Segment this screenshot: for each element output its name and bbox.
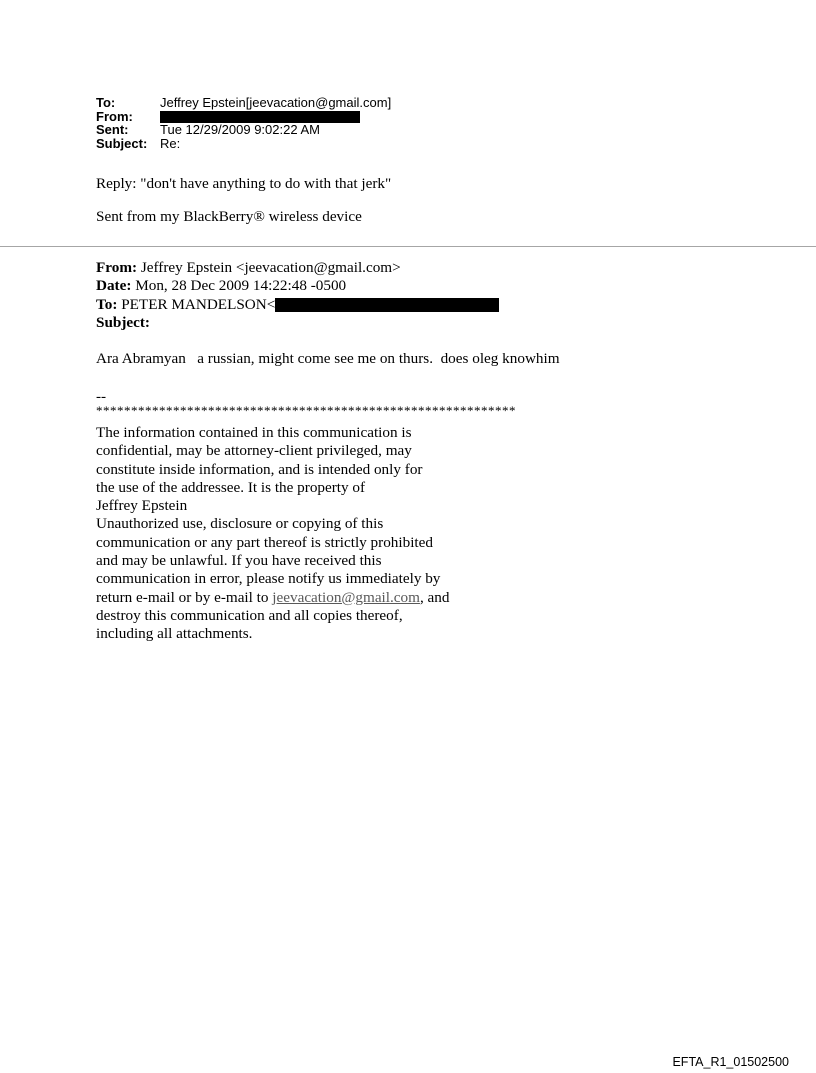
disclaimer-line: and may be unlawful. If you have received this — [96, 552, 382, 570]
from-label: From: — [96, 108, 133, 124]
sent-row — [96, 123, 391, 137]
signature-stars: ************************************************************ — [96, 403, 516, 418]
quoted-body: Ara Abramyan a russian, might come see me on thurs. does oleg knowhim — [96, 350, 560, 367]
disclaimer-line-prefix: return e-mail or by e-mail to — [96, 588, 273, 606]
quoted-date-value: Mon, 28 Dec 2009 14:22:48 -0500 — [131, 277, 347, 295]
reply-body: Reply: "don't have anything to do with that jerk" — [96, 175, 392, 192]
disclaimer-line: constitute inside information, and is intended only for — [96, 460, 423, 478]
quoted-subject-row — [96, 314, 499, 332]
from-row — [96, 110, 391, 124]
reply-signature: Sent from my BlackBerry® wireless device — [96, 208, 362, 225]
signature-dashes: -- — [96, 388, 107, 405]
disclaimer-line: communication in error, please notify us immediately by — [96, 570, 441, 588]
disclaimer-line: The information contained in this communication is — [96, 424, 412, 441]
quoted-subject-label: Subject: — [96, 313, 150, 331]
subject-value: Re: — [160, 135, 181, 151]
document-id: EFTA_R1_01502500 — [672, 1055, 789, 1069]
sent-value: Tue 12/29/2009 9:02:22 AM — [160, 122, 320, 137]
quoted-from-value: Jeffrey Epstein <jeevacation@gmail.com> — [137, 259, 401, 276]
redaction-box — [160, 111, 360, 123]
quoted-from-row — [96, 259, 499, 277]
subject-label: Subject: — [96, 135, 148, 151]
sent-label: Sent: — [96, 122, 129, 137]
disclaimer-line-with-link — [96, 589, 449, 607]
quoted-from-label: From: — [96, 259, 138, 276]
disclaimer-line: including all attachments. — [96, 625, 253, 643]
quoted-message — [96, 259, 499, 332]
disclaimer-line: Jeffrey Epstein — [96, 497, 188, 515]
to-value: Jeffrey Epstein[jeevacation@gmail.com] — [160, 95, 392, 110]
to-row — [96, 96, 391, 110]
quoted-date-row — [96, 277, 499, 295]
quoted-to-value: PETER MANDELSON< — [117, 295, 276, 313]
divider — [0, 246, 816, 247]
quoted-date-label: Date: — [96, 277, 132, 295]
disclaimer-line: confidential, may be attorney-client privileged, may — [96, 442, 412, 460]
email-link[interactable]: jeevacation@gmail.com — [272, 588, 420, 606]
quoted-to-label: To: — [96, 295, 118, 313]
disclaimer-line: destroy this communication and all copies thereof, — [96, 606, 403, 624]
disclaimer-text — [96, 424, 449, 644]
quoted-to-row — [96, 296, 499, 314]
disclaimer-line: the use of the addressee. It is the property of — [96, 478, 366, 496]
subject-row — [96, 137, 391, 151]
to-label: To: — [96, 95, 116, 110]
disclaimer-line-suffix: , and — [419, 588, 450, 606]
email-header — [96, 96, 391, 150]
disclaimer-line: Unauthorized use, disclosure or copying of this — [96, 515, 384, 533]
disclaimer-line: communication or any part thereof is strictly prohibited — [96, 533, 433, 551]
redaction-box — [275, 298, 499, 312]
